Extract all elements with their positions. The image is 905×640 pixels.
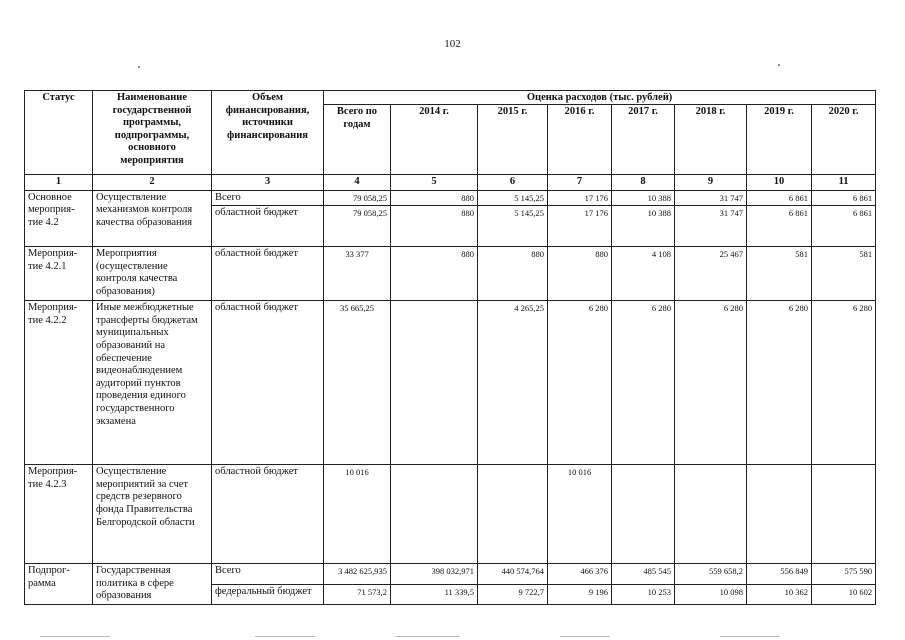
value-total: 79 058,25 <box>324 206 391 247</box>
value-2020: 6 861 <box>812 190 876 206</box>
index-cell: 3 <box>212 175 324 191</box>
expenditure-table <box>24 90 876 605</box>
value-2015: 5 145,25 <box>478 206 548 247</box>
value-2017: 6 280 <box>612 301 675 465</box>
value-2016: 17 176 <box>548 206 612 247</box>
index-cell: 8 <box>612 175 675 191</box>
value-2018: 10 098 <box>675 584 747 604</box>
header-year: 2014 г. <box>391 105 478 175</box>
value-2015: 880 <box>478 247 548 301</box>
source-cell: областной бюджет <box>212 247 324 301</box>
scan-artifact <box>395 636 460 637</box>
scan-artifact <box>255 636 315 637</box>
status-cell: Мероприя-тие 4.2.1 <box>25 247 93 301</box>
value-total: 79 058,25 <box>324 190 391 206</box>
header-year: 2020 г. <box>812 105 876 175</box>
page-number: 102 <box>444 38 461 50</box>
value-2018: 31 747 <box>675 190 747 206</box>
status-cell: Основное мероприя-тие 4.2 <box>25 190 93 247</box>
value-2020: 6 280 <box>812 301 876 465</box>
source-cell: областной бюджет <box>212 465 324 564</box>
value-2014 <box>391 301 478 465</box>
name-cell: Осуществление мероприятий за счет средств резервного фонда Правительства Белгородской области <box>93 465 212 564</box>
header-estimate: Оценка расходов (тыс. рублей) <box>324 91 876 105</box>
scan-speck <box>778 64 780 66</box>
index-cell: 7 <box>548 175 612 191</box>
header-volume: Объем финансирования, источники финансирования <box>212 91 324 175</box>
value-2019 <box>747 465 812 564</box>
value-2019: 10 362 <box>747 584 812 604</box>
index-cell: 6 <box>478 175 548 191</box>
value-2016: 17 176 <box>548 190 612 206</box>
header-year: 2017 г. <box>612 105 675 175</box>
index-cell: 10 <box>747 175 812 191</box>
value-2017: 10 253 <box>612 584 675 604</box>
scan-artifact <box>720 636 780 637</box>
source-cell: областной бюджет <box>212 301 324 465</box>
value-2020: 581 <box>812 247 876 301</box>
table-row <box>25 564 876 584</box>
name-cell: Мероприятия (осуществление контроля качества образования) <box>93 247 212 301</box>
value-2015: 440 574,764 <box>478 564 548 584</box>
status-cell: Мероприя-тие 4.2.2 <box>25 301 93 465</box>
value-2016: 880 <box>548 247 612 301</box>
source-cell: Всего <box>212 190 324 206</box>
status-cell: Подпрог-рамма <box>25 564 93 605</box>
value-2017: 10 388 <box>612 190 675 206</box>
value-2017: 485 545 <box>612 564 675 584</box>
value-2014 <box>391 465 478 564</box>
name-cell: Осуществление механизмов контроля качества образования <box>93 190 212 247</box>
table-row <box>25 301 876 465</box>
value-2014: 880 <box>391 190 478 206</box>
value-2016: 9 196 <box>548 584 612 604</box>
value-2017: 10 388 <box>612 206 675 247</box>
source-cell: федеральный бюджет <box>212 584 324 604</box>
header-total: Всего по годам <box>324 105 391 175</box>
value-total: 35 665,25 <box>324 301 391 465</box>
index-cell: 1 <box>25 175 93 191</box>
value-2015: 5 145,25 <box>478 190 548 206</box>
value-2014: 398 032,971 <box>391 564 478 584</box>
header-year: 2015 г. <box>478 105 548 175</box>
header-status: Статус <box>25 91 93 175</box>
table-row <box>25 190 876 206</box>
header-name: Наименование государственной программы, подпрограммы, основного мероприятия <box>93 91 212 175</box>
value-2018: 31 747 <box>675 206 747 247</box>
scan-speck <box>138 66 140 68</box>
value-2017 <box>612 465 675 564</box>
value-2018 <box>675 465 747 564</box>
value-2019: 6 861 <box>747 206 812 247</box>
value-2018: 6 280 <box>675 301 747 465</box>
value-2016: 10 016 <box>548 465 612 564</box>
index-row <box>25 175 876 191</box>
value-2017: 4 108 <box>612 247 675 301</box>
value-2019: 6 861 <box>747 190 812 206</box>
value-2015: 9 722,7 <box>478 584 548 604</box>
value-2016: 466 376 <box>548 564 612 584</box>
scan-artifact <box>560 636 610 637</box>
value-2018: 559 658,2 <box>675 564 747 584</box>
index-cell: 4 <box>324 175 391 191</box>
value-total: 71 573,2 <box>324 584 391 604</box>
scan-artifact <box>40 636 110 637</box>
header-year: 2016 г. <box>548 105 612 175</box>
value-2019: 556 849 <box>747 564 812 584</box>
value-2014: 11 339,5 <box>391 584 478 604</box>
source-cell: областной бюджет <box>212 206 324 247</box>
value-2014: 880 <box>391 247 478 301</box>
value-2015: 4 265,25 <box>478 301 548 465</box>
header-year: 2018 г. <box>675 105 747 175</box>
index-cell: 5 <box>391 175 478 191</box>
source-cell: Всего <box>212 564 324 584</box>
index-cell: 9 <box>675 175 747 191</box>
header-row-1 <box>25 91 876 105</box>
value-2015 <box>478 465 548 564</box>
value-2020: 10 602 <box>812 584 876 604</box>
value-total: 33 377 <box>324 247 391 301</box>
value-2019: 581 <box>747 247 812 301</box>
header-year: 2019 г. <box>747 105 812 175</box>
value-total: 3 482 625,935 <box>324 564 391 584</box>
value-2014: 880 <box>391 206 478 247</box>
value-2020 <box>812 465 876 564</box>
index-cell: 2 <box>93 175 212 191</box>
value-2019: 6 280 <box>747 301 812 465</box>
value-2020: 575 590 <box>812 564 876 584</box>
name-cell: Иные межбюджетные трансферты бюджетам муниципальных образований на обеспечение видеонаблюдением аудиторий пунктов проведения единого государственного экзамена <box>93 301 212 465</box>
name-cell: Государственная политика в сфере образования <box>93 564 212 605</box>
value-2016: 6 280 <box>548 301 612 465</box>
index-cell: 11 <box>812 175 876 191</box>
value-2018: 25 467 <box>675 247 747 301</box>
status-cell: Мероприя-тие 4.2.3 <box>25 465 93 564</box>
table-row <box>25 247 876 301</box>
value-total: 10 016 <box>324 465 391 564</box>
table-row <box>25 465 876 564</box>
value-2020: 6 861 <box>812 206 876 247</box>
